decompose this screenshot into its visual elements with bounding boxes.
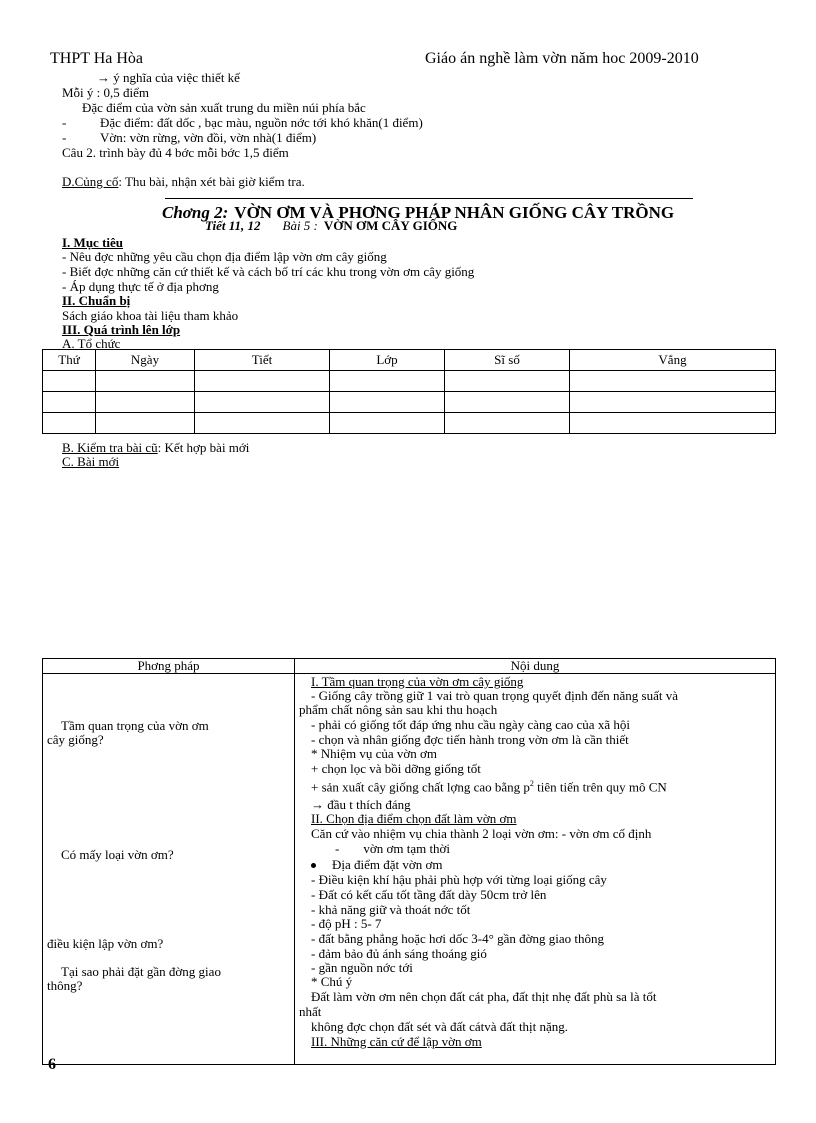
content-line: Căn cứ vào nhiệm vụ chia thành 2 loại vờn ơm: - vờn ơm cố định (311, 826, 652, 841)
table-row (43, 371, 776, 392)
content-cell (295, 674, 776, 1065)
content-line: → đầu t thích đáng (311, 797, 411, 812)
consolidation-line: D.Củng cố: Thu bài, nhận xét bài giờ kiểm tra. (62, 174, 305, 189)
feature-title: Đặc điểm của vờn sản xuất trung du miền núi phía bắc (82, 100, 366, 115)
method-question: thông? (47, 978, 83, 993)
document-title: Giáo án nghề làm vờn năm hoc 2009-2010 (425, 50, 699, 67)
col-header: Ngày (96, 350, 195, 371)
new-lesson-label: C. Bài mới (62, 454, 120, 469)
content-line: - Điều kiện khí hậu phải phù hợp với từng loại giống cây (311, 872, 607, 887)
divider-line (165, 198, 693, 199)
method-cell (43, 674, 295, 1065)
content-line: - độ pH : 5- 7 (311, 916, 382, 931)
objective-item: - Nêu đợc những yêu cầu chọn địa điểm lập vờn ơm cây giống (62, 249, 387, 264)
method-question: Tại sao phải đặt gần đờng giao (61, 964, 221, 979)
content-line: - Đất có kết cấu tốt tầng đất dày 50cm trở lên (311, 887, 547, 902)
content-line: * Chú ý (311, 974, 353, 989)
chapter-heading: Chơng 2: VỜN ƠM VÀ PHƠNG PHÁP NHÂN GIỐNG CÂY TRỒNG (162, 203, 675, 222)
section-heading: II. Chọn địa điểm chọn đất làm vờn ơm (311, 811, 517, 826)
objective-item: - Áp dụng thực tế ở địa phơng (62, 279, 219, 294)
method-header: Phơng pháp (43, 659, 295, 674)
content-line: Đất làm vờn ơm nên chọn đất cát pha, đất thịt nhẹ đất phù sa là tốt (311, 989, 657, 1004)
content-line: Địa điểm đặt vờn ơm (299, 858, 773, 872)
feature-dash-1: - Đặc điểm: đất dốc , bạc màu, nguồn nớc tới khó khăn(1 điểm) (62, 115, 423, 130)
content-line: * Nhiệm vụ của vờn ơm (311, 746, 438, 761)
col-header: Lớp (330, 350, 445, 371)
content-line: + chọn lọc và bồi dỡng giống tốt (311, 761, 481, 776)
col-header: Tiết (195, 350, 330, 371)
content-line: - gần nguồn nớc tới (311, 960, 413, 975)
col-header: Thứ (43, 350, 96, 371)
organize-label: A. Tổ chức (62, 336, 121, 351)
method-question: Có mấy loại vờn ơm? (61, 847, 174, 862)
content-header: Nội dung (295, 659, 776, 674)
content-line: không đợc chọn đất sét và đất cátvà đất thịt nặng. (311, 1019, 569, 1034)
content-line: - vờn ơm tạm thời (335, 841, 451, 856)
meaning-line: → ý nghĩa của việc thiết kế (97, 70, 240, 85)
section-heading: I. Tầm quan trọng của vờn ơm cây giống (311, 674, 524, 689)
preparation-text: Sách giáo khoa tài liệu tham khảo (62, 308, 239, 323)
content-line: - phải có giống tốt đáp ứng nhu cầu ngày càng cao của xã hội (311, 717, 630, 732)
table-row (43, 392, 776, 413)
section-heading: III. Những căn cứ để lập vờn ơm (311, 1034, 482, 1049)
school-name: THPT Ha Hòa (50, 50, 144, 67)
content-line: - Giống cây trồng giữ 1 vai trò quan trọng quyết định đến năng suất và (311, 688, 678, 703)
col-header: Vắng (570, 350, 776, 371)
content-line: nhất (299, 1004, 322, 1019)
method-question: Tầm quan trọng của vờn ơm (61, 718, 209, 733)
content-line: phẩm chất nông sản sau khi thu hoạch (299, 702, 498, 717)
method-question: cây giống? (47, 732, 104, 747)
lesson-table (42, 658, 776, 1065)
col-header: Sĩ số (445, 350, 570, 371)
table-row (43, 413, 776, 434)
content-line: - chọn và nhân giống đợc tiến hành trong vờn ơm là cần thiết (311, 732, 629, 747)
arrow-icon: → (311, 797, 328, 812)
objective-item: - Biết đợc những căn cứ thiết kế và cách bố trí các khu trong vờn ơm cây giống (62, 264, 475, 279)
page-number: 6 (48, 1056, 56, 1073)
feature-dash-2: - Vờn: vờn rừng, vờn đồi, vờn nhà(1 điểm) (62, 130, 317, 145)
each-point-line: Mỗi ý : 0,5 điểm (62, 85, 150, 100)
objectives-heading: I. Mục tiêu (62, 235, 124, 250)
method-question: điều kiện lập vờn ơm? (47, 936, 164, 951)
content-line: - đảm bảo đủ ánh sáng thoáng gió (311, 946, 487, 961)
content-line: - đất bằng phẳng hoặc hơi dốc 3-4° gần đờng giao thông (311, 931, 604, 946)
process-heading: III. Quá trình lên lớp (62, 322, 181, 337)
arrow-icon: → (97, 70, 114, 85)
bullet-icon (311, 863, 316, 868)
content-line: + sản xuất cây giống chất lợng cao bằng $p^2$ tiên tiến trên quy mô CN (311, 779, 667, 795)
content-line: - khả năng giữ và thoát nớc tốt (311, 902, 471, 917)
question-2: Câu 2. trình bày đủ 4 bớc mỗi bớc 1,5 điểm (62, 145, 289, 160)
preparation-heading: II. Chuẩn bị (62, 293, 131, 308)
attendance-table (42, 349, 776, 434)
review-line: B. Kiểm tra bài cũ: Kết hợp bài mới (62, 440, 250, 455)
lesson-heading: Tiết 11, 12 Bài 5 : VỜN ƠM CÂY GIỐNG (205, 218, 458, 233)
